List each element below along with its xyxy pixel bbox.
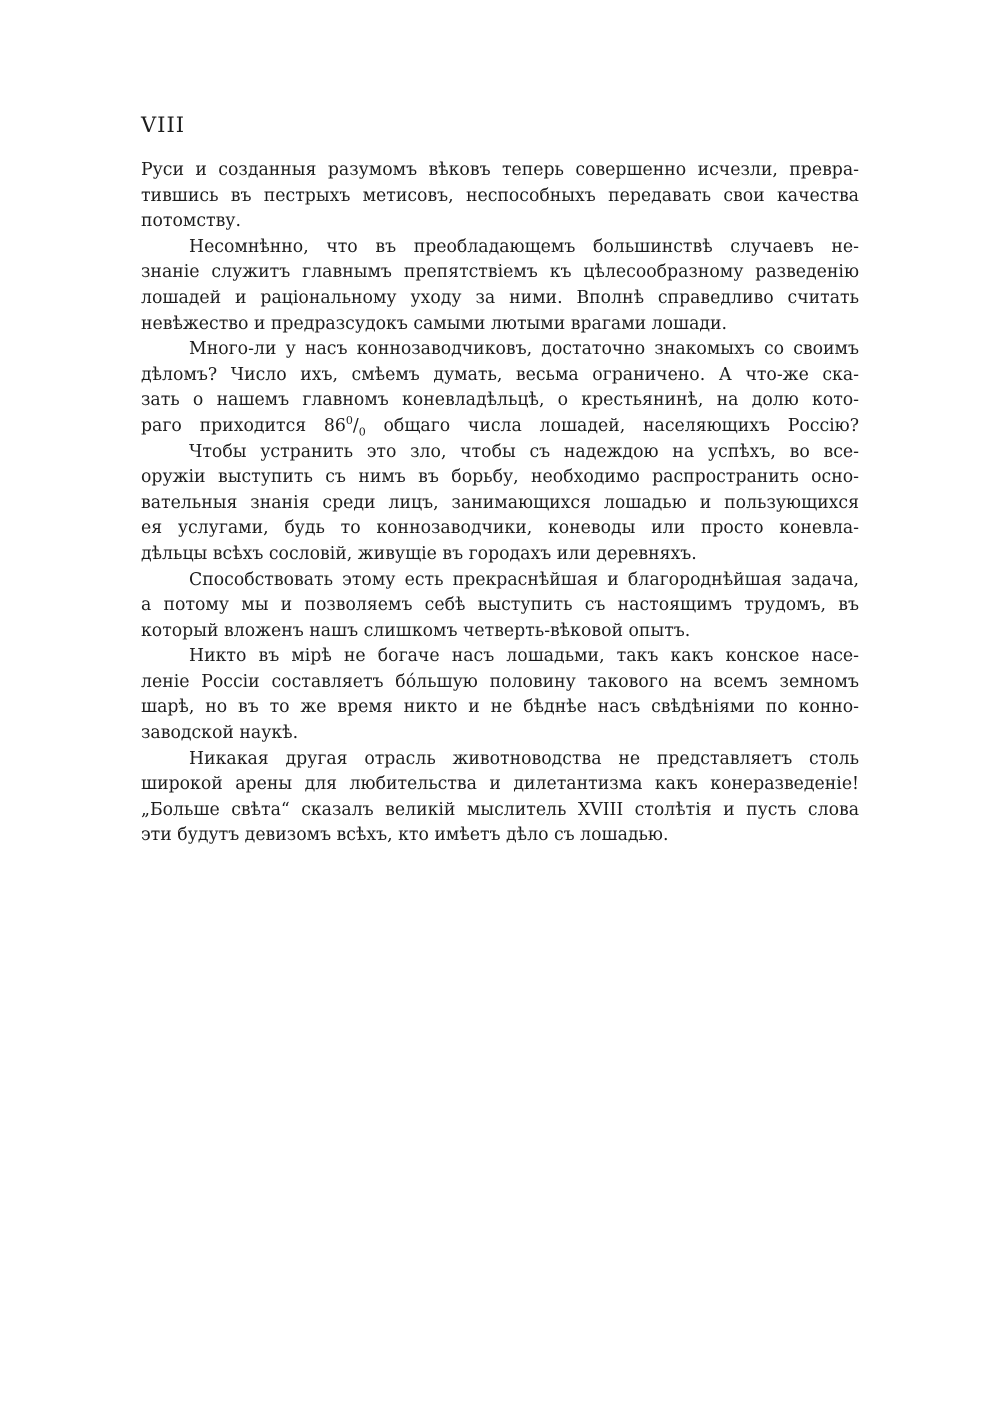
text-line: который вложенъ нашъ слишкомъ четверть-вѣковой опытъ. xyxy=(141,620,691,641)
text-line: лошадей и раціональному уходу за ними. Вполнѣ справедливо считать xyxy=(141,287,859,308)
text-line xyxy=(141,414,859,440)
text-line: „Больше свѣта“ сказалъ великій мыслитель XVIII столѣтія и пусть слова xyxy=(141,799,859,820)
text-line: дѣльцы всѣхъ сословій, живущіе въ городахъ или деревняхъ. xyxy=(141,543,697,564)
text-segment: раго приходится 86 xyxy=(141,415,346,436)
paragraph-first-line: Несомнѣнно, что въ преобладающемъ большинствѣ случаевъ не- xyxy=(189,236,859,257)
text-line: эти будутъ девизомъ всѣхъ, кто имѣетъ дѣло съ лошадью. xyxy=(141,825,669,846)
subscript: 0 xyxy=(358,425,366,439)
paragraph-first-line: Никакая другая отрасль животноводства не представляетъ столь xyxy=(189,748,859,769)
text-line: Руси и созданныя разумомъ вѣковъ теперь совершенно исчезли, превра- xyxy=(141,160,859,180)
text-line: вательныя знанія среди лицъ, занимающихся лошадью и пользующихся xyxy=(141,492,859,513)
text-line: широкой арены для любительства и дилетантизма какъ конеразведеніе! xyxy=(141,774,859,795)
paragraph-first-line: Никто въ мірѣ не богаче насъ лошадьми, такъ какъ конское насе- xyxy=(189,646,859,667)
text-line: тившись въ пестрыхъ метисовъ, неспособныхъ передавать свои качества xyxy=(141,185,859,206)
text-line: потомству. xyxy=(141,211,241,232)
paragraph-first-line: Много-ли у насъ коннозаводчиковъ, достаточно знакомыхъ со своимъ xyxy=(189,339,859,360)
text-line: дѣломъ? Число ихъ, смѣемъ думать, весьма ограничено. А что-же ска- xyxy=(141,364,859,385)
body-text xyxy=(141,158,859,849)
text-segment: общаго числа лошадей, населяющихъ Россію? xyxy=(365,415,859,436)
text-line: знаніе служитъ главнымъ препятствіемъ къ цѣлесообразному разведенію xyxy=(141,262,859,283)
fraction-slash: / xyxy=(352,415,359,436)
text-line: зать о нашемъ главномъ коневладѣльцѣ, о крестьянинѣ, на долю кото- xyxy=(141,390,859,411)
text-line: невѣжество и предразсудокъ самыми лютыми врагами лошади. xyxy=(141,313,728,334)
superscript: 0 xyxy=(345,414,353,428)
paragraph-first-line: Чтобы устранить это зло, чтобы съ надеждою на успѣхъ, во все- xyxy=(189,441,859,462)
text-line: ея услугами, будь то коннозаводчики, коневоды или просто коневла- xyxy=(141,518,859,539)
page-number: VIII xyxy=(141,113,186,137)
text-line: оружіи выступить съ нимъ въ борьбу, необходимо распространить осно- xyxy=(141,467,859,488)
paragraph-first-line: Способствовать этому есть прекраснѣйшая и благороднѣйшая задача, xyxy=(189,569,859,590)
text-line: леніе Россіи составляетъ бо́льшую половину такового на всемъ земномъ xyxy=(141,671,859,692)
text-line: а потому мы и позволяемъ себѣ выступить съ настоящимъ трудомъ, въ xyxy=(141,595,859,616)
text-line: заводской наукѣ. xyxy=(141,723,299,744)
text-line: шарѣ, но въ то же время никто и не бѣднѣе насъ свѣдѣніями по конно- xyxy=(141,697,859,718)
